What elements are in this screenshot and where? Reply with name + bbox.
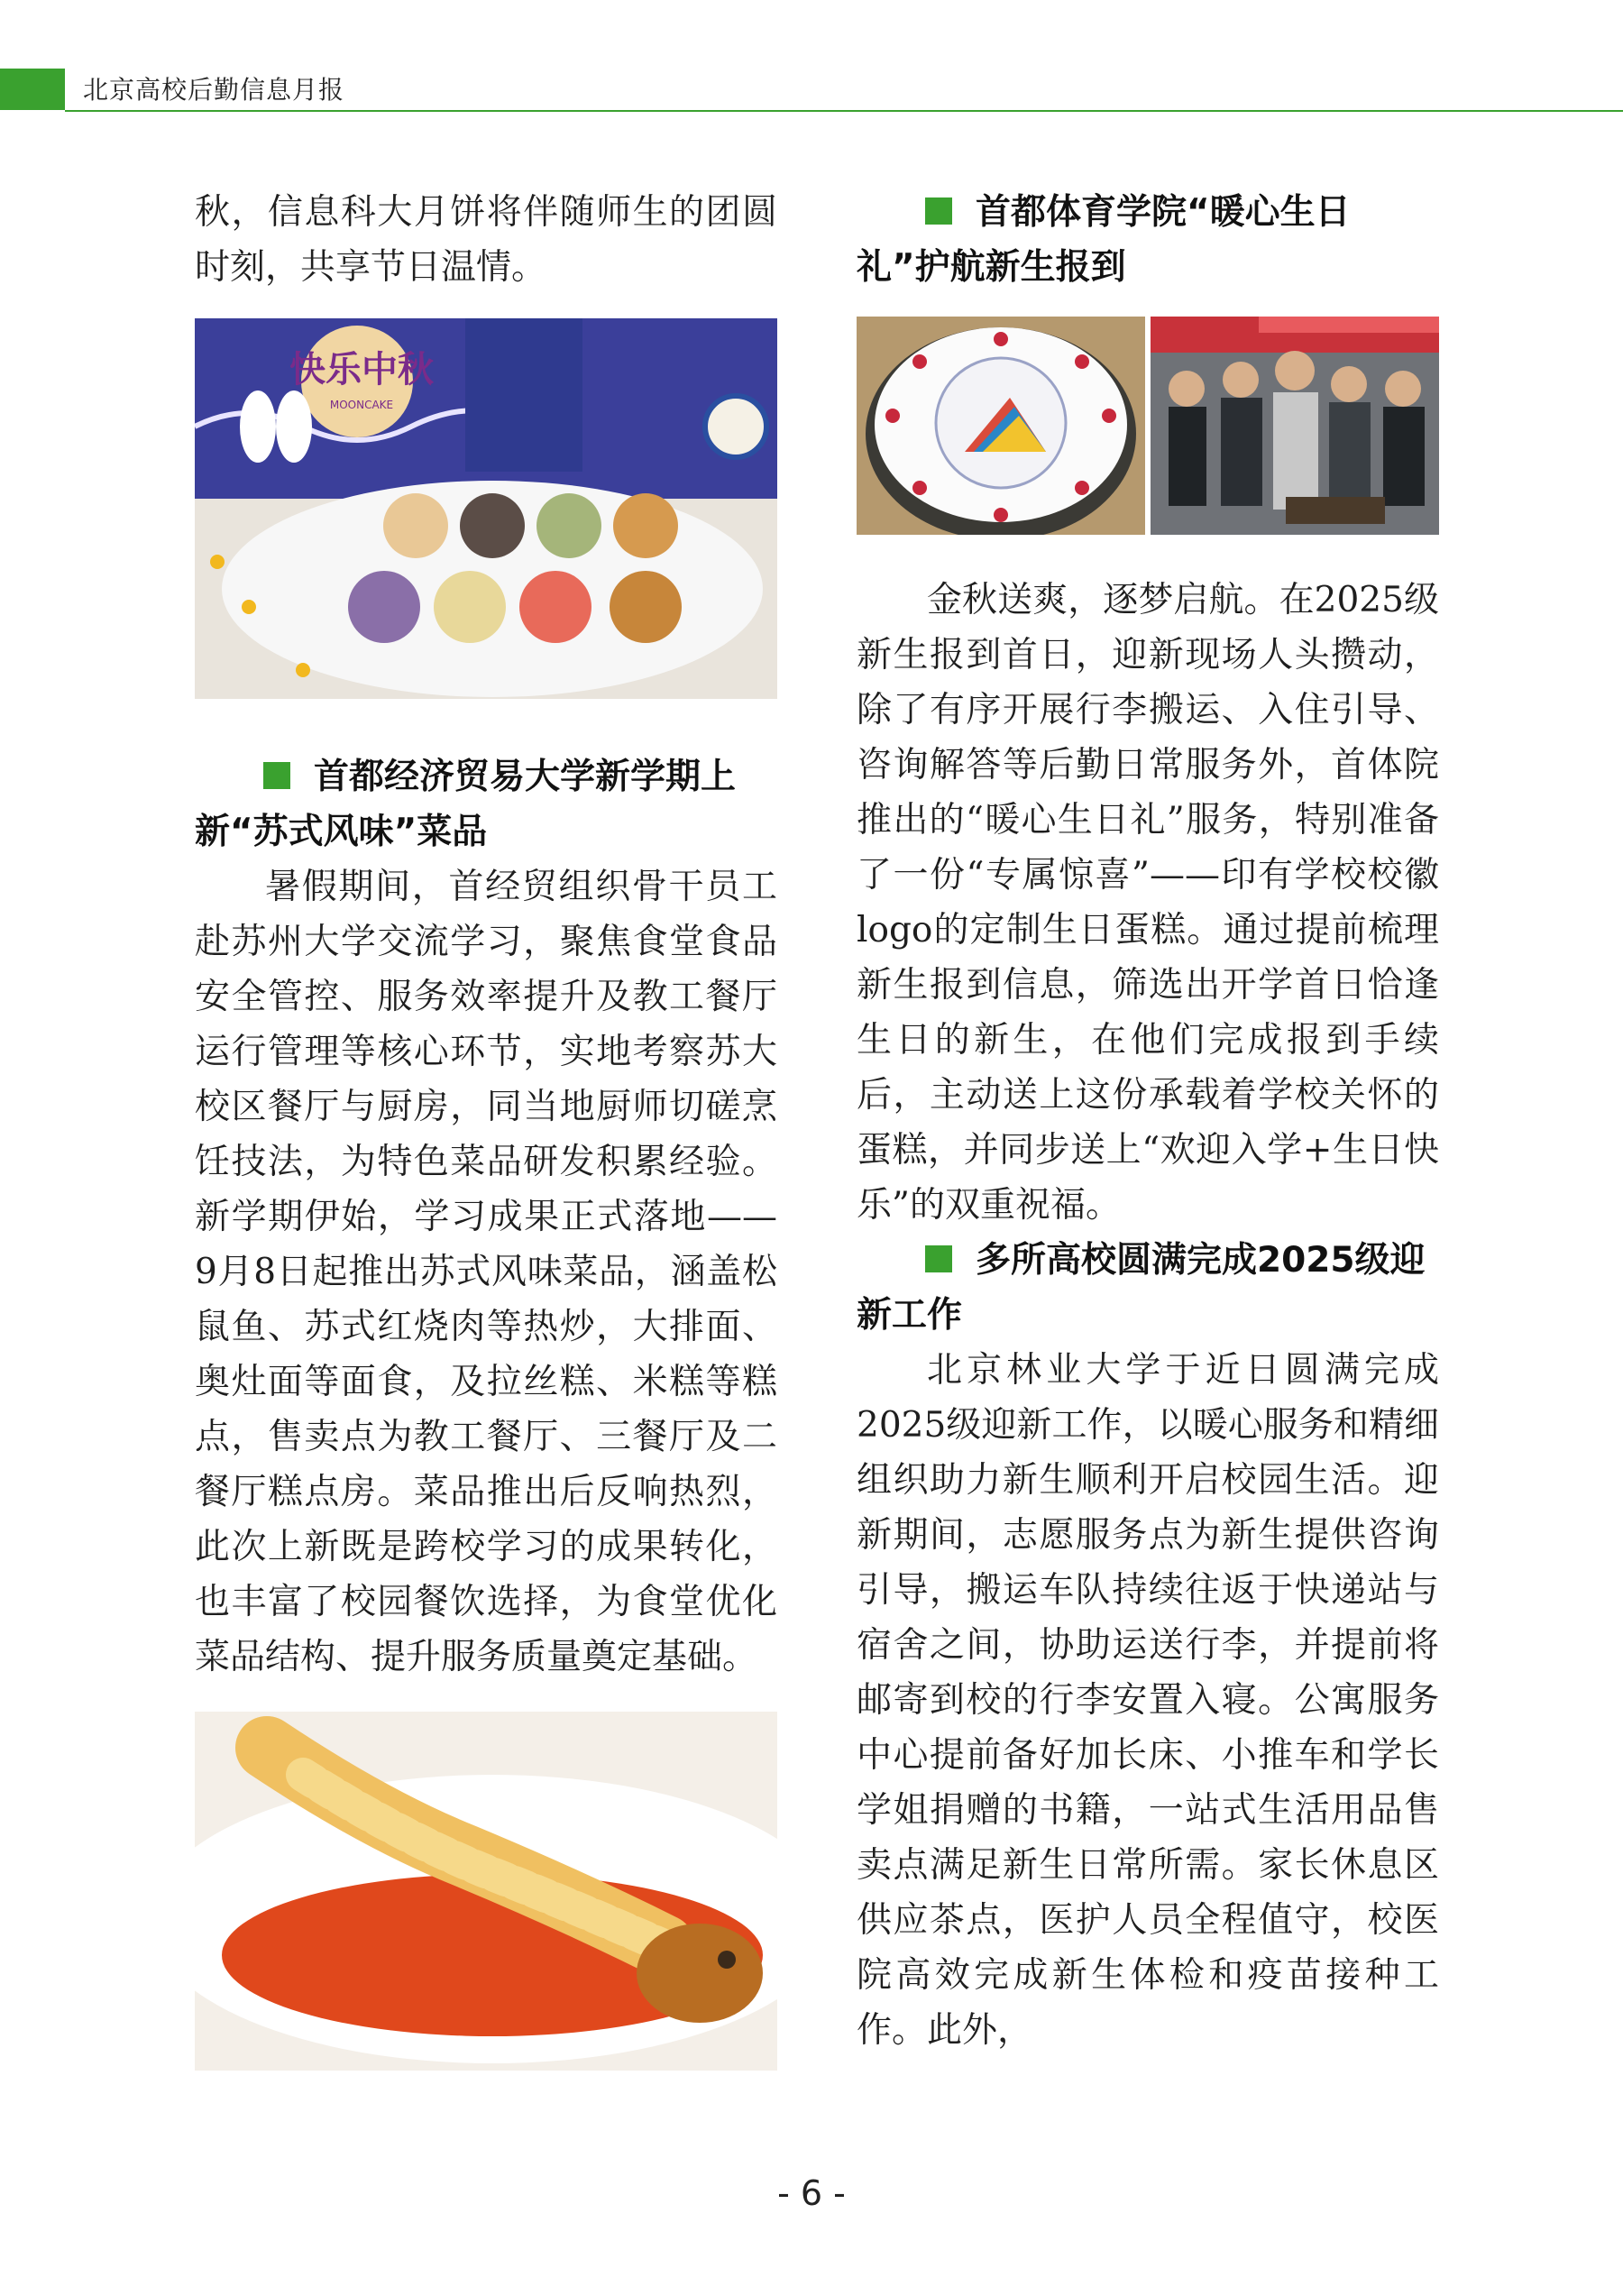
article-paragraph-cueb: 暑假期间，首经贸组织骨干员工赴苏州大学交流学习，聚焦食堂食品安全管控、服务效率提升及教工餐厅运行管理等核心环节，实地考察苏大校区餐厅与厨房，同当地厨师切磋烹饪技法，为特色菜品研发积累经验。新学期伊始，学习成果正式落地——9月8日起推出苏式风味菜品，涵盖松鼠鱼、苏式红烧肉等热炒，大排面、奥灶面等面食，及拉丝糕、米糕等糕点，售卖点为教工餐厅、三餐厅及二餐厅糕点房。菜品推出后反响热烈，此次上新既是跨校学习的成果转化，也丰富了校园餐饮选择，为食堂优化菜品结构、提升服务质量奠定基础。 (195, 867, 777, 1677)
intro-paragraph: 秋，信息科大月饼将伴随师生的团圆时刻，共享节日温情。 (195, 192, 777, 288)
mooncake-photo (195, 318, 777, 699)
article-paragraph-welcome: 北京林业大学于近日圆满完成2025级迎新工作，以暖心服务和精细组织助力新生顺利开启校园生活。迎新期间，志愿服务点为新生提供咨询引导，搬运车队持续往返于快递站与宿舍之间，协助运送行李，并提前将邮寄到校的行李安置入寝。公寓服务中心提前备好加长床、小推车和学长学姐捐赠的书籍，一站式生活用品售卖点满足新生日常所需。家长休息区供应茶点，医护人员全程值守，校医院高效完成新生体检和疫苗接种工作。此外， (857, 1350, 1439, 2051)
students-photo (1151, 317, 1439, 535)
header-divider (65, 110, 1623, 112)
mooncake-box-text: 快乐中秋 (289, 349, 434, 390)
page-number: - 6 - (777, 2173, 846, 2213)
article-heading-cueb: 首都经济贸易大学新学期上新“苏式风味”菜品 (195, 757, 737, 852)
birthday-cake-photo (857, 317, 1145, 535)
mooncake-box-subtext: MOONCAKE (329, 399, 394, 411)
heading-bullet-icon (925, 197, 952, 225)
article-paragraph-cupes: 金秋送爽，逐梦启航。在2025级新生报到首日，迎新现场人头攒动，除了有序开展行李搬运、入住引导、咨询解答等后勤日常服务外，首体院推出的“暖心生日礼”服务，特别准备了一份“专属惊喜”——印有学校校徽logo的定制生日蛋糕。通过提前梳理新生报到信息，筛选出开学首日恰逢生日的新生，在他们完成报到手续后，主动送上这份承载着学校关怀的蛋糕，并同步送上“欢迎入学+生日快乐”的双重祝福。 (857, 580, 1439, 1226)
publication-title: 北京高校后勤信息月报 (83, 75, 345, 105)
heading-bullet-icon (263, 762, 290, 789)
left-column (195, 185, 777, 2071)
squirrel-fish-photo (195, 1712, 777, 2071)
article-heading-welcome: 多所高校圆满完成2025级迎新工作 (857, 1240, 1426, 1336)
birthday-photo-row (857, 317, 1439, 535)
header-accent-bar (0, 69, 65, 110)
heading-bullet-icon (925, 1245, 952, 1272)
article-heading-cupes: 首都体育学院“暖心生日礼”护航新生报到 (857, 192, 1351, 288)
right-column (857, 185, 1439, 2058)
